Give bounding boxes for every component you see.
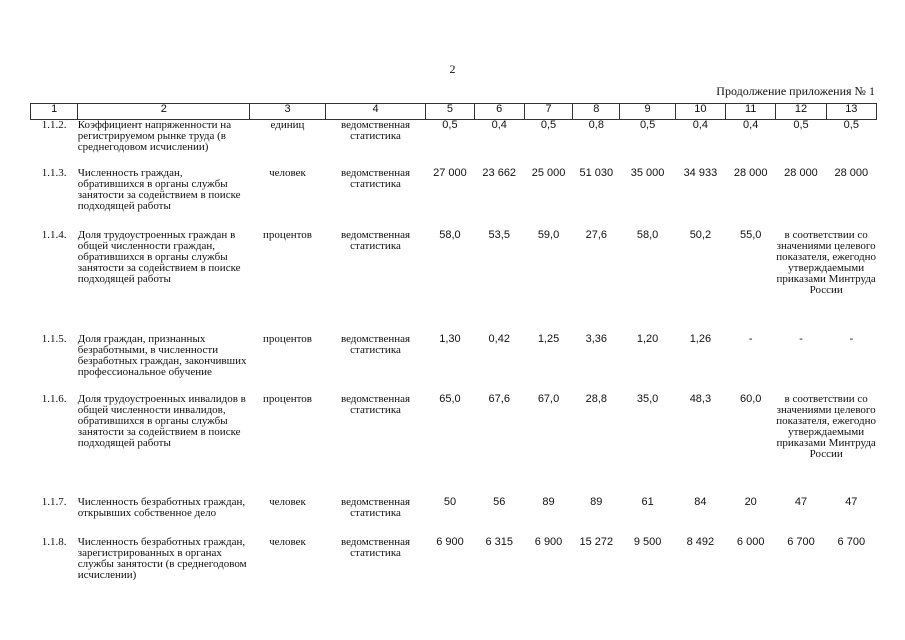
- row-name: Численность безработных граждан, открывших собственное дело: [77, 495, 246, 519]
- row-value: 28 000: [834, 166, 869, 179]
- table-header-row: [31, 104, 877, 120]
- row-value: 58,0: [636, 228, 659, 241]
- header-cell: 3: [250, 104, 325, 120]
- row-value: 0,5: [442, 119, 458, 131]
- row-value: 1,26: [689, 332, 712, 345]
- table-row: [31, 120, 877, 168]
- row-value: 25 000: [531, 166, 566, 179]
- row-name: Численность безработных граждан, зарегистрированных в органах службы занятости (в среднегодовом исчислении): [77, 535, 247, 581]
- row-value: 51 030: [579, 166, 614, 179]
- table-row: [31, 394, 877, 497]
- table-row: [31, 537, 877, 589]
- row-source: ведомственная статистика: [340, 119, 411, 142]
- row-value: 6 315: [485, 535, 513, 548]
- row-value: 47: [794, 495, 808, 508]
- row-name: Коэффициент напряженности на регистрируемом рынке труда (в среднегодовом исчислении): [77, 119, 232, 153]
- row-value: 1,25: [537, 332, 560, 345]
- row-unit: процентов: [263, 228, 312, 241]
- row-value: 50: [443, 495, 457, 508]
- row-id: 1.1.3.: [41, 166, 67, 179]
- header-cell: 7: [524, 104, 572, 120]
- row-value: 58,0: [439, 228, 461, 241]
- row-value: 34 933: [683, 166, 718, 179]
- row-id: 1.1.6.: [41, 392, 67, 405]
- row-value: 28,8: [585, 392, 608, 405]
- row-value: 56: [493, 495, 506, 508]
- row-unit: процентов: [263, 332, 312, 345]
- row-value: 0,42: [488, 332, 510, 345]
- row-value: 6 900: [534, 535, 563, 548]
- row-source: ведомственная статистика: [340, 166, 411, 190]
- header-cell: 13: [826, 104, 876, 120]
- row-value: 89: [542, 495, 555, 508]
- row-name: Доля трудоустроенных инвалидов в общей численности инвалидов, обратившихся в органы службы занятости за содействием в поиске подходящей работы: [77, 392, 246, 449]
- row-value: 0,5: [540, 119, 557, 131]
- row-value: 61: [641, 495, 654, 508]
- row-value: 28 000: [784, 166, 818, 179]
- row-value: 1,30: [439, 332, 461, 345]
- row-value: -: [748, 332, 753, 345]
- row-unit: человек: [269, 166, 306, 179]
- header-cell: 11: [726, 104, 776, 120]
- row-value: 0,4: [491, 119, 507, 131]
- row-value: 27 000: [433, 166, 467, 179]
- indicators-table: [30, 103, 877, 589]
- row-source: ведомственная статистика: [340, 392, 411, 416]
- row-value: 0,5: [793, 119, 809, 131]
- row-note: в соответствии со значениями целевого показателя, ежегодно утверждаемыми приказами Минтруда России: [776, 228, 877, 296]
- row-value: 35 000: [630, 166, 665, 179]
- row-value: 48,3: [689, 392, 712, 405]
- row-value: 0,4: [692, 119, 709, 131]
- row-value: 65,0: [439, 392, 461, 405]
- row-value: 84: [694, 495, 707, 508]
- header-cell: 10: [675, 104, 725, 120]
- appendix-label: Продолжение приложения № 1: [716, 84, 875, 98]
- row-value: 89: [590, 495, 603, 508]
- row-value: 0,8: [588, 119, 604, 131]
- row-unit: единиц: [270, 119, 305, 131]
- row-id: 1.1.7.: [41, 495, 67, 508]
- header-cell: 12: [776, 104, 826, 120]
- row-unit: человек: [269, 495, 306, 508]
- row-source: ведомственная статистика: [340, 228, 411, 252]
- row-id: 1.1.2.: [41, 119, 67, 131]
- row-unit: человек: [269, 535, 306, 548]
- row-value: 23 662: [482, 166, 517, 179]
- row-value: 15 272: [579, 535, 614, 548]
- table-row: [31, 334, 877, 394]
- row-name: Доля трудоустроенных граждан в общей численности граждан, обратившихся в органы службы занятости за содействием в поиске подходящей работы: [77, 228, 241, 285]
- row-value: 35,0: [636, 392, 659, 405]
- row-value: 27,6: [585, 228, 608, 241]
- row-value: 67,0: [537, 392, 560, 405]
- table-row: [31, 168, 877, 230]
- row-value: 8 492: [686, 535, 715, 548]
- row-id: 1.1.8.: [41, 535, 67, 548]
- table-row: [31, 230, 877, 334]
- row-name: Численность граждан, обратившихся в органы службы занятости за содействием в поиске подходящей работы: [77, 166, 241, 212]
- row-value: 20: [744, 495, 757, 508]
- row-value: 47: [845, 495, 858, 508]
- header-cell: 5: [426, 104, 474, 120]
- table-row: [31, 497, 877, 537]
- row-value: 0,4: [743, 119, 759, 131]
- header-cell: 4: [325, 104, 426, 120]
- header-cell: 1: [31, 104, 78, 120]
- page-number: 2: [449, 62, 456, 76]
- row-value: 28 000: [733, 166, 768, 179]
- row-id: 1.1.5.: [41, 332, 67, 345]
- row-value: 53,5: [488, 228, 510, 241]
- row-note: в соответствии со значениями целевого показателя, ежегодно утверждаемыми приказами Минтруда России: [776, 392, 877, 460]
- row-unit: процентов: [263, 392, 312, 405]
- row-value: 60,0: [739, 392, 762, 405]
- row-source: ведомственная статистика: [340, 332, 411, 356]
- row-name: Доля граждан, признанных безработными, в численности безработных граждан, закончивших профессиональное обучение: [77, 332, 247, 378]
- row-value: 6 700: [837, 535, 866, 548]
- row-value: 50,2: [689, 228, 712, 241]
- header-cell: 2: [78, 104, 250, 120]
- header-cell: 8: [573, 104, 620, 120]
- row-source: ведомственная статистика: [340, 535, 411, 559]
- header-cell: 9: [620, 104, 675, 120]
- row-value: 9 500: [633, 535, 662, 548]
- row-value: 59,0: [537, 228, 560, 241]
- row-value: 0,5: [843, 119, 859, 131]
- row-value: 0,5: [639, 119, 656, 131]
- row-value: -: [799, 332, 803, 345]
- header-cell: 6: [474, 104, 524, 120]
- row-value: 3,36: [585, 332, 608, 345]
- row-value: 67,6: [488, 392, 510, 405]
- row-value: 6 700: [787, 535, 815, 548]
- row-value: 55,0: [739, 228, 762, 241]
- row-value: -: [849, 332, 854, 345]
- row-value: 1,20: [636, 332, 659, 345]
- row-value: 6 900: [436, 535, 464, 548]
- row-source: ведомственная статистика: [340, 495, 411, 519]
- row-id: 1.1.4.: [41, 228, 67, 241]
- row-value: 6 000: [736, 535, 765, 548]
